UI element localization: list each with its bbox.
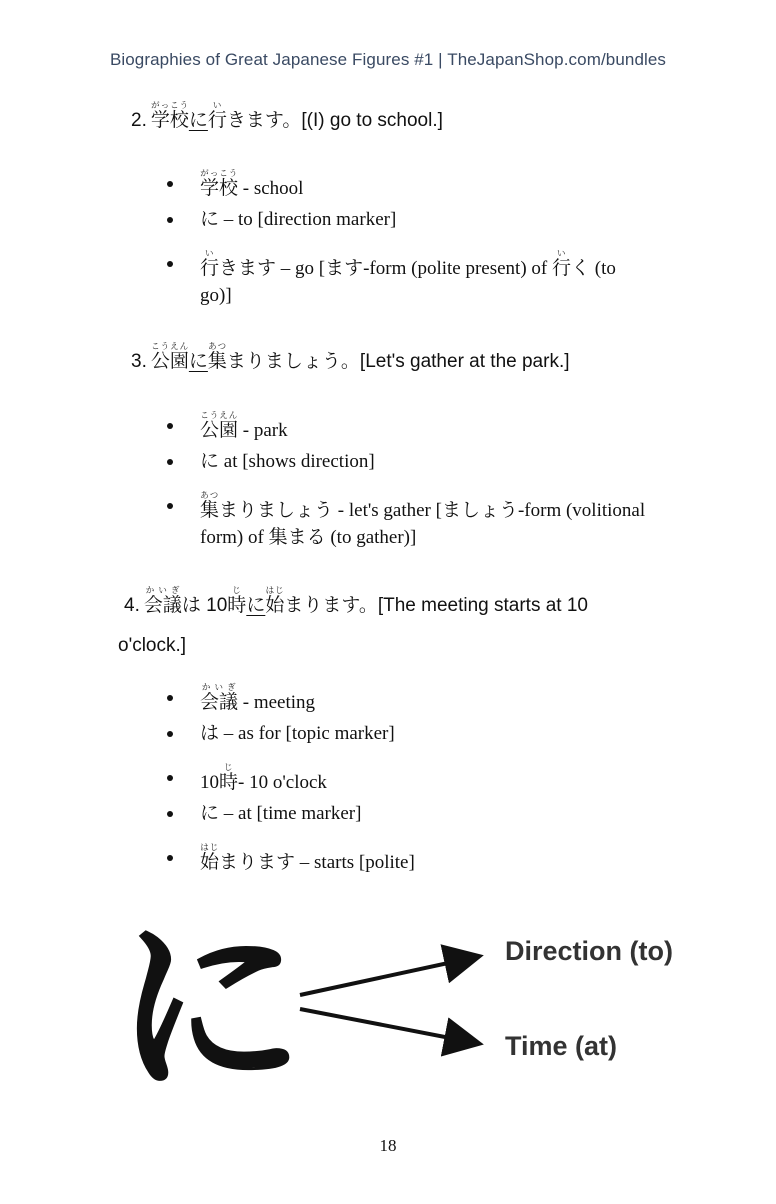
ni-usage-diagram	[120, 905, 720, 1095]
kanji-with-furigana: 学校がっこう	[150, 100, 189, 131]
sentence-number: 2.	[131, 110, 147, 131]
sentence-translation: [(I) go to school.]	[301, 110, 443, 131]
bullet-icon	[167, 695, 173, 701]
kanji-with-furigana: 会議かいぎ	[143, 585, 182, 616]
bullet-icon	[167, 423, 173, 429]
list-item: 集あつまりましょう - let's gather [ましょう-form (volitional	[200, 490, 645, 527]
kanji-with-furigana: 行い	[207, 100, 227, 131]
sentence-translation: [Let's gather at the park.]	[359, 351, 570, 372]
kanji-with-furigana: 時じ	[227, 585, 247, 616]
ni-diagram-graphic	[120, 905, 720, 1095]
list-item: 会議かいぎ - meeting	[200, 682, 315, 719]
kanji-with-furigana: 始はじ	[265, 585, 285, 616]
bullet-icon	[167, 459, 173, 465]
example-sentence-3: 3. 公園こうえんに集あつまりましょう。[Let's gather at the park.]	[131, 341, 570, 372]
list-item: 学校がっこう - school	[200, 168, 303, 205]
list-item: は – as for [topic marker]	[200, 718, 395, 750]
ni-character: に	[120, 905, 305, 1095]
particle-underlined: に	[188, 351, 208, 372]
page-number: 18	[379, 1136, 397, 1155]
arrow-to-direction	[300, 957, 476, 995]
list-item: 10時じ- 10 o'clock	[200, 762, 327, 799]
list-item: に – to [direction marker]	[200, 204, 396, 236]
list-item: 行いきます – go [ます-form (polite present) of 行いく (to	[200, 248, 616, 285]
kanji-with-furigana: 集あつ	[207, 341, 227, 372]
bullet-icon	[167, 181, 173, 187]
bullet-icon	[167, 731, 173, 737]
bullet-icon	[167, 217, 173, 223]
time-label: Time (at)	[505, 1031, 618, 1061]
example-sentence-4: 4. 会議かいぎは 10時じに始はじまります。[The meeting starts at 10	[124, 585, 588, 616]
kanji-with-furigana: 公園こうえん	[150, 341, 189, 372]
list-item: 公園こうえん - park	[200, 410, 288, 447]
list-item-continuation: go)]	[200, 285, 232, 306]
list-item: 始はじまります – starts [polite]	[200, 842, 415, 879]
bullet-icon	[167, 855, 173, 861]
bullet-icon	[167, 261, 173, 267]
bullet-icon	[167, 811, 173, 817]
sentence-translation-continuation: o'clock.]	[118, 635, 187, 656]
example-sentence-2: 2. 学校がっこうに行いきます。[(I) go to school.]	[131, 100, 443, 131]
page-header: Biographies of Great Japanese Figures #1 | TheJapanShop.com/bundles	[109, 50, 667, 69]
arrow-to-time	[300, 1009, 476, 1043]
sentence-number: 3.	[131, 351, 147, 372]
list-item: に – at [time marker]	[200, 798, 361, 830]
list-item-continuation: form) of 集まる (to gather)]	[200, 527, 417, 548]
list-item: に at [shows direction]	[200, 446, 375, 478]
particle-underlined: に	[246, 595, 266, 616]
direction-label: Direction (to)	[505, 936, 673, 966]
sentence-number: 4.	[124, 595, 140, 616]
bullet-icon	[167, 503, 173, 509]
particle-underlined: に	[188, 110, 208, 131]
sentence-translation: [The meeting starts at 10	[377, 595, 588, 616]
bullet-icon	[167, 775, 173, 781]
